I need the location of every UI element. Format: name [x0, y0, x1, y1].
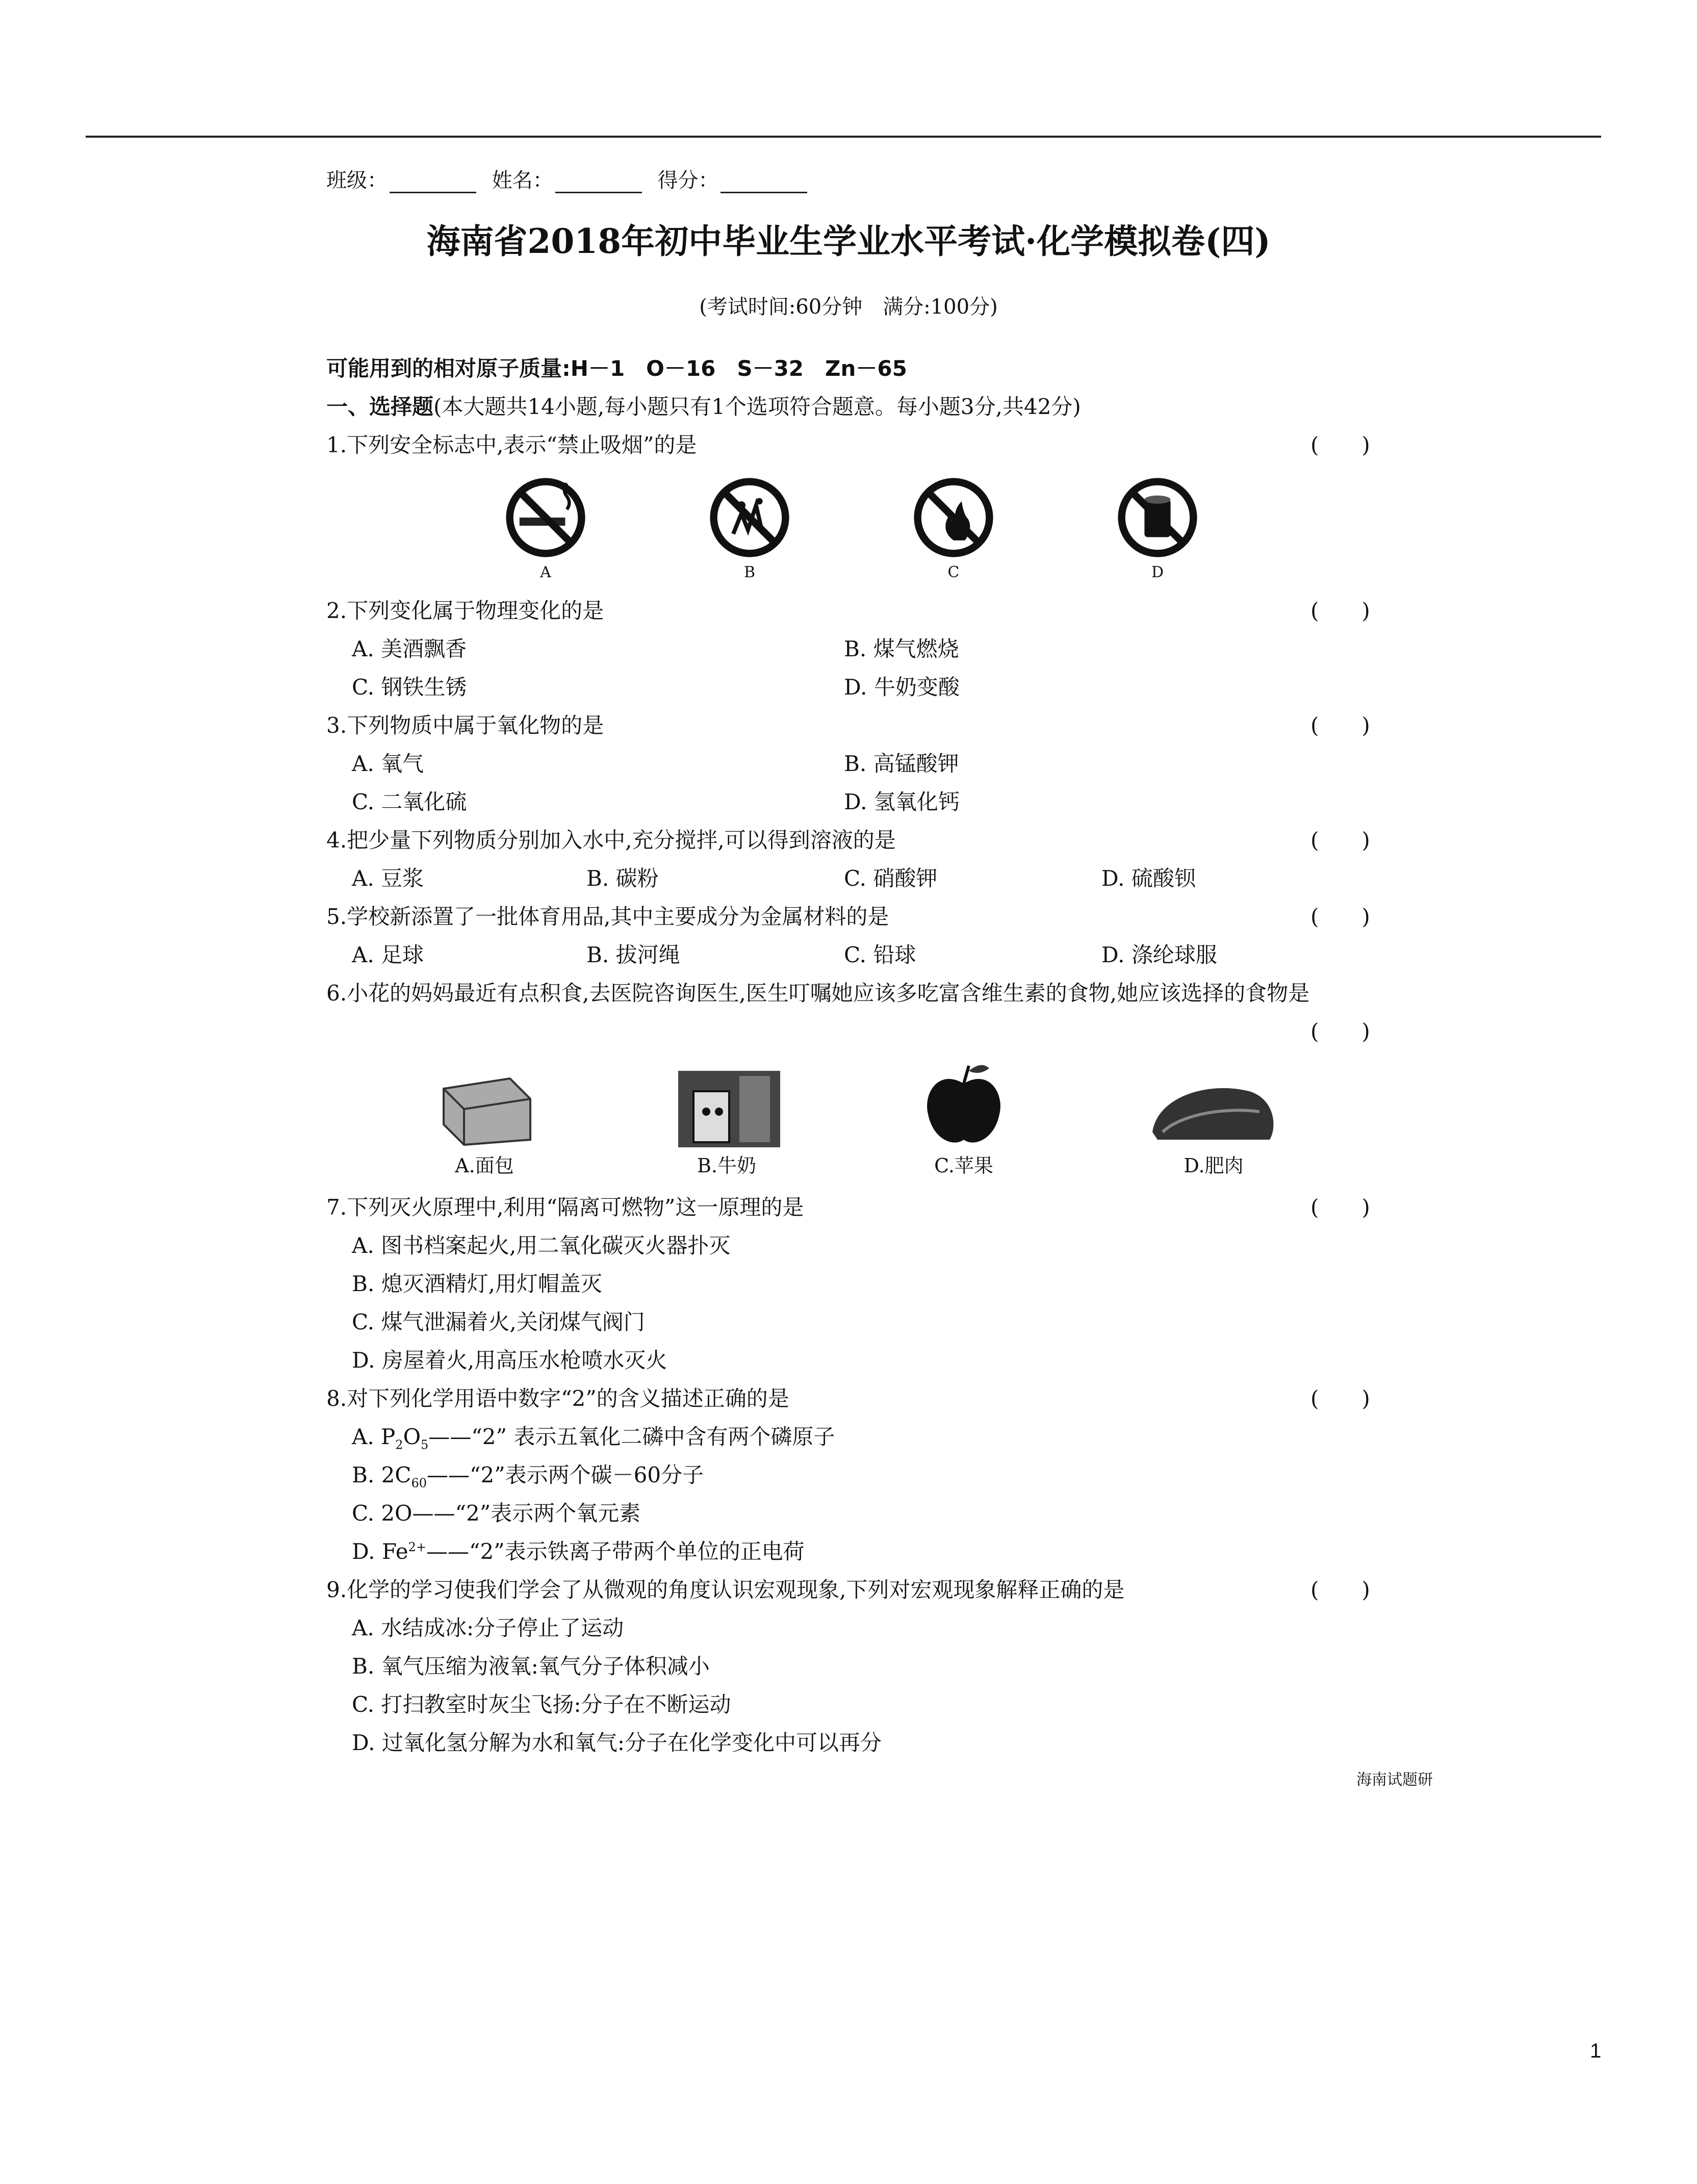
q9-option-a: A. 水结成冰:分子停止了运动 — [352, 1615, 624, 1640]
food-label-a: A.面包 — [455, 1154, 514, 1177]
q3-option-d: D. 氢氧化钙 — [844, 789, 960, 814]
q8-a-text: ——“2” 表示五氧化二磷中含有两个磷原子 — [428, 1424, 835, 1449]
name-label: 姓名： — [492, 169, 553, 192]
bread-image — [433, 1068, 535, 1150]
q7-option-a: A. 图书档案起火,用二氧化碳灭火器扑灭 — [352, 1233, 731, 1258]
milk-image — [673, 1061, 785, 1152]
question-4-stem: 4.把少量下列物质分别加入水中,充分搅拌,可以得到溶液的是 — [326, 828, 896, 853]
q2-option-c: C. 钢铁生锈 — [352, 675, 467, 700]
q4-option-b: B. 碳粉 — [586, 866, 659, 891]
no-storage-barrel-icon — [1117, 477, 1198, 558]
section-heading — [326, 390, 1081, 421]
no-fireworks-icon — [709, 477, 790, 558]
q5-option-d: D. 涤纶球服 — [1101, 942, 1217, 967]
q4-option-d: D. 硫酸钡 — [1101, 866, 1196, 891]
q7-option-c: C. 煤气泄漏着火,关闭煤气阀门 — [352, 1309, 645, 1334]
question-6-stem: 6.小花的妈妈最近有点积食,去医院咨询医生,医生叮嘱她应该多吃富含维生素的食物,她应该选择的食物是 — [326, 981, 1310, 1006]
section-title: 一、选择题 — [326, 394, 434, 419]
q7-option-d: D. 房屋着火,用高压水枪喷水灭火 — [352, 1348, 667, 1373]
q2-option-b: B. 煤气燃烧 — [844, 636, 959, 661]
no-open-flame-icon — [913, 477, 994, 558]
q8-d-sup: 2+ — [408, 1540, 426, 1554]
answer-paren-4[interactable]: ( ) — [1310, 828, 1370, 853]
question-8-stem: 8.对下列化学用语中数字“2”的含义描述正确的是 — [326, 1386, 789, 1411]
sign-label-b: B — [743, 563, 756, 581]
exam-info: (考试时间:60分钟 满分:100分) — [699, 295, 998, 319]
sign-label-c: C — [947, 563, 960, 581]
q4-option-c: C. 硝酸钾 — [844, 866, 938, 891]
q9-option-c: C. 打扫教室时灰尘飞扬:分子在不断运动 — [352, 1692, 731, 1717]
answer-paren-2[interactable]: ( ) — [1310, 598, 1370, 623]
page-number: 1 — [1590, 2040, 1602, 2062]
q3-option-c: C. 二氧化硫 — [352, 789, 467, 814]
q8-option-c: C. 2O——“2”表示两个氧元素 — [352, 1501, 641, 1526]
fatty-meat-image — [1147, 1076, 1280, 1147]
q9-option-d: D. 过氧化氢分解为水和氧气:分子在化学变化中可以再分 — [352, 1730, 882, 1755]
q8-b-text: ——“2”表示两个碳－60分子 — [426, 1462, 704, 1487]
section-note: (本大题共14小题,每小题只有1个选项符合题意。每小题3分,共42分) — [433, 394, 1081, 419]
q9-option-b: B. 氧气压缩为液氧:氧气分子体积减小 — [352, 1654, 710, 1679]
q2-option-a: A. 美酒飘香 — [352, 636, 467, 661]
q3-option-b: B. 高锰酸钾 — [844, 751, 959, 776]
q7-option-b: B. 熄灭酒精灯,用灯帽盖灭 — [352, 1271, 602, 1296]
q8-option-a — [352, 1420, 835, 1452]
answer-paren-9[interactable]: ( ) — [1310, 1577, 1370, 1602]
page-title: 海南省2018年初中毕业生学业水平考试·化学模拟卷(四) — [426, 221, 1271, 261]
q8-d-text: ——“2”表示铁离子带两个单位的正电荷 — [426, 1539, 805, 1564]
question-3-stem: 3.下列物质中属于氧化物的是 — [326, 713, 604, 738]
question-9-stem: 9.化学的学习使我们学会了从微观的角度认识宏观现象,下列对宏观现象解释正确的是 — [326, 1577, 1125, 1602]
q8-a-mid: O — [403, 1424, 421, 1449]
top-rule — [86, 136, 1601, 138]
atomic-mass-line: 可能用到的相对原子质量:H－1 O－16 S－32 Zn－65 — [326, 356, 907, 381]
q3-option-a: A. 氧气 — [352, 751, 424, 776]
question-2-stem: 2.下列变化属于物理变化的是 — [326, 598, 604, 623]
apple-image — [918, 1058, 1010, 1150]
no-smoking-icon — [505, 477, 586, 558]
student-info-header — [326, 164, 816, 193]
sign-label-a: A — [540, 563, 551, 581]
answer-paren-1[interactable]: ( ) — [1310, 432, 1370, 457]
q8-a-formula: A. P — [352, 1424, 396, 1449]
q4-option-a: A. 豆浆 — [352, 866, 424, 891]
q5-option-a: A. 足球 — [352, 942, 424, 967]
q2-option-d: D. 牛奶变酸 — [844, 675, 960, 700]
footer-source: 海南试题研 — [1356, 1771, 1433, 1789]
answer-paren-6[interactable]: ( ) — [1310, 1019, 1370, 1044]
q8-a-sub1: 2 — [395, 1437, 403, 1452]
class-blank — [390, 173, 476, 193]
name-blank — [555, 173, 642, 193]
class-label: 班级： — [326, 169, 388, 192]
question-7-stem: 7.下列灭火原理中,利用“隔离可燃物”这一原理的是 — [326, 1195, 804, 1220]
answer-paren-8[interactable]: ( ) — [1310, 1386, 1370, 1411]
answer-paren-7[interactable]: ( ) — [1310, 1195, 1370, 1220]
q5-option-b: B. 拔河绳 — [586, 942, 680, 967]
sign-label-d: D — [1151, 563, 1164, 581]
q8-b-formula: B. 2C — [352, 1462, 412, 1487]
score-blank — [721, 173, 807, 193]
score-label: 得分： — [657, 169, 719, 192]
q8-d-formula: D. Fe — [352, 1539, 408, 1564]
answer-paren-5[interactable]: ( ) — [1310, 904, 1370, 929]
answer-paren-3[interactable]: ( ) — [1310, 713, 1370, 738]
question-1-stem: 1.下列安全标志中,表示“禁止吸烟”的是 — [326, 432, 697, 457]
q8-a-sub2: 5 — [421, 1437, 429, 1452]
food-label-d: D.肥肉 — [1184, 1154, 1244, 1177]
food-label-c: C.苹果 — [934, 1154, 993, 1177]
food-label-b: B.牛奶 — [697, 1154, 756, 1177]
q8-option-b — [352, 1458, 704, 1490]
question-5-stem: 5.学校新添置了一批体育用品,其中主要成分为金属材料的是 — [326, 904, 889, 929]
q8-option-d — [352, 1535, 805, 1565]
q5-option-c: C. 铅球 — [844, 942, 916, 967]
q8-b-sub: 60 — [411, 1476, 427, 1491]
